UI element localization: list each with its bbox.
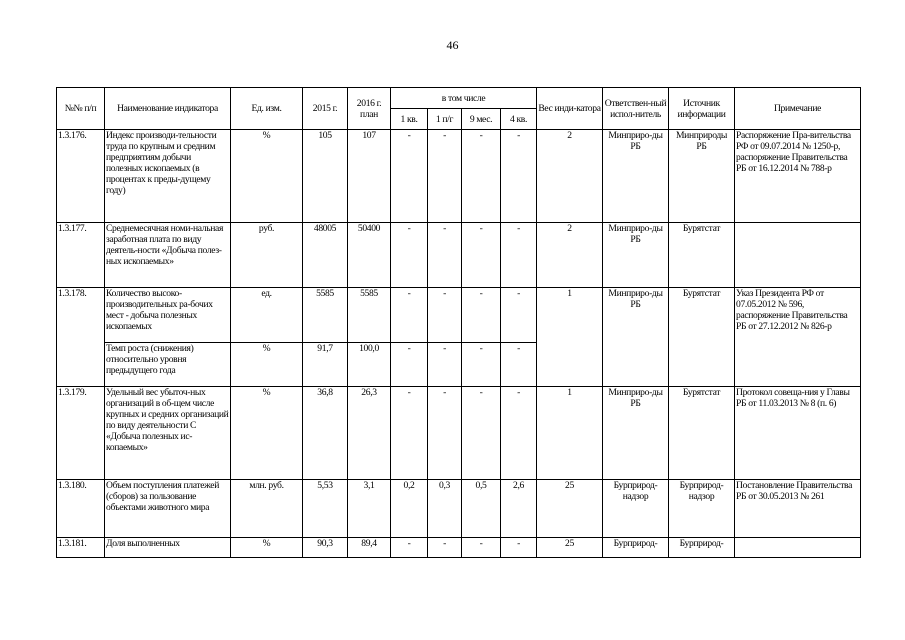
row-q4: 2,6 — [501, 480, 537, 538]
row-unit: руб. — [231, 223, 303, 288]
table-row — [57, 480, 861, 538]
row-indicator-name: Индекс производи-тельности труда по крупным и средним предприятиям добычи полезных ископаемых (в процентах к преды-дущему году) — [105, 130, 231, 223]
row-2015: 90,3 — [303, 538, 348, 558]
row-weight: 1 — [537, 387, 603, 480]
row-unit: % — [231, 130, 303, 223]
header-half-year: 1 п/г — [428, 109, 462, 130]
table-row — [57, 538, 861, 558]
row-number: 1.3.179. — [57, 387, 105, 480]
table-row — [57, 130, 861, 223]
row-responsible: Минприро-ды РБ — [603, 130, 669, 223]
row-2015: 5585 — [303, 288, 348, 343]
row-2015: 105 — [303, 130, 348, 223]
row-indicator-name: Доля выполненных — [105, 538, 231, 558]
header-2015: 2015 г. — [303, 88, 348, 130]
subrow-2015: 91,7 — [303, 343, 348, 387]
row-half-year: - — [428, 387, 462, 480]
header-number: №№ п/п — [57, 88, 105, 130]
row-responsible: Минприро-ды РБ — [603, 288, 669, 387]
table-row — [57, 223, 861, 288]
row-half-year: - — [428, 223, 462, 288]
row-q1: - — [391, 223, 428, 288]
row-indicator-name: Количество высоко-производительных ра-бочих мест - добыча полезных ископаемых — [105, 288, 231, 343]
row-q1: - — [391, 387, 428, 480]
row-q4: - — [501, 130, 537, 223]
row-half-year: - — [428, 130, 462, 223]
header-note: Примечание — [735, 88, 861, 130]
table-header-row — [57, 88, 861, 109]
row-2015: 36,8 — [303, 387, 348, 480]
subrow-half-year: - — [428, 343, 462, 387]
subrow-2016: 100,0 — [348, 343, 391, 387]
row-q1: - — [391, 288, 428, 343]
subrow-unit: % — [231, 343, 303, 387]
row-unit: ед. — [231, 288, 303, 343]
row-unit: млн. руб. — [231, 480, 303, 538]
row-note: Указ Президента РФ от 07.05.2012 № 596, распоряжение Правительства РБ от 27.12.2012 № 826-р — [735, 288, 861, 387]
page-number: 46 — [446, 38, 459, 52]
row-q4: - — [501, 223, 537, 288]
row-2016: 3,1 — [348, 480, 391, 538]
row-half-year: - — [428, 538, 462, 558]
row-source: Бурприрод- — [669, 538, 735, 558]
row-q4: - — [501, 387, 537, 480]
indicators-table — [56, 87, 861, 558]
row-weight: 2 — [537, 130, 603, 223]
row-responsible: Минприро-ды РБ — [603, 223, 669, 288]
subrow-9-months: - — [462, 343, 501, 387]
subrow-indicator-name: Темп роста (снижения) относительно уровня предыдущего года — [105, 343, 231, 387]
header-q1: 1 кв. — [391, 109, 428, 130]
row-source: Бурятстат — [669, 387, 735, 480]
row-2016: 107 — [348, 130, 391, 223]
row-source: Бурприрод-надзор — [669, 480, 735, 538]
row-9-months: - — [462, 288, 501, 343]
row-number: 1.3.176. — [57, 130, 105, 223]
row-note — [735, 223, 861, 288]
row-indicator-name: Объем поступления платежей (сборов) за пользование объектами животного мира — [105, 480, 231, 538]
row-note: Постановление Правительства РБ от 30.05.2013 № 261 — [735, 480, 861, 538]
row-9-months: - — [462, 130, 501, 223]
row-weight: 1 — [537, 288, 603, 387]
row-2016: 26,3 — [348, 387, 391, 480]
header-including: в том числе — [391, 88, 537, 109]
row-half-year: 0,3 — [428, 480, 462, 538]
row-indicator-name: Удельный вес убыточ-ных организаций в об-щем числе крупных и средних организаций по виду деятельности С «Добыча полезных ис-копаемых» — [105, 387, 231, 480]
subrow-q1: - — [391, 343, 428, 387]
header-responsible: Ответствен-ный испол-нитель — [603, 88, 669, 130]
row-number: 1.3.178. — [57, 288, 105, 387]
row-weight: 2 — [537, 223, 603, 288]
header-q4: 4 кв. — [501, 109, 537, 130]
row-9-months: 0,5 — [462, 480, 501, 538]
row-2016: 5585 — [348, 288, 391, 343]
row-responsible: Бурприрод- — [603, 538, 669, 558]
header-indicator-name: Наименование индикатора — [105, 88, 231, 130]
row-number: 1.3.180. — [57, 480, 105, 538]
row-responsible: Минприро-ды РБ — [603, 387, 669, 480]
header-9-months: 9 мес. — [462, 109, 501, 130]
table-row — [57, 387, 861, 480]
row-note: Протокол совеща-ния у Главы РБ от 11.03.2013 № 8 (п. 6) — [735, 387, 861, 480]
row-2015: 5,53 — [303, 480, 348, 538]
header-source: Источник информации — [669, 88, 735, 130]
row-9-months: - — [462, 387, 501, 480]
header-2016-plan: 2016 г. план — [348, 88, 391, 130]
header-unit: Ед. изм. — [231, 88, 303, 130]
row-9-months: - — [462, 223, 501, 288]
row-unit: % — [231, 387, 303, 480]
row-source: Бурятстат — [669, 288, 735, 387]
row-2015: 48005 — [303, 223, 348, 288]
row-number: 1.3.177. — [57, 223, 105, 288]
subrow-q4: - — [501, 343, 537, 387]
row-weight: 25 — [537, 480, 603, 538]
table-row — [57, 288, 861, 343]
row-unit: % — [231, 538, 303, 558]
row-q1: - — [391, 130, 428, 223]
row-q4: - — [501, 538, 537, 558]
header-weight: Вес инди-катора — [537, 88, 603, 130]
row-9-months: - — [462, 538, 501, 558]
row-indicator-name: Среднемесячная номи-нальная заработная плата по виду деятель-ности «Добыча полез-ных ископаемых» — [105, 223, 231, 288]
row-responsible: Бурприрод-надзор — [603, 480, 669, 538]
row-q1: 0,2 — [391, 480, 428, 538]
row-source: Бурятстат — [669, 223, 735, 288]
row-q4: - — [501, 288, 537, 343]
row-number: 1.3.181. — [57, 538, 105, 558]
row-2016: 50400 — [348, 223, 391, 288]
row-source: Минприроды РБ — [669, 130, 735, 223]
row-2016: 89,4 — [348, 538, 391, 558]
row-half-year: - — [428, 288, 462, 343]
row-note: Распоряжение Пра-вительства РФ от 09.07.2014 № 1250-р, распоряжение Правительства РБ от 16.12.2014 № 788-р — [735, 130, 861, 223]
row-q1: - — [391, 538, 428, 558]
row-weight: 25 — [537, 538, 603, 558]
row-note — [735, 538, 861, 558]
